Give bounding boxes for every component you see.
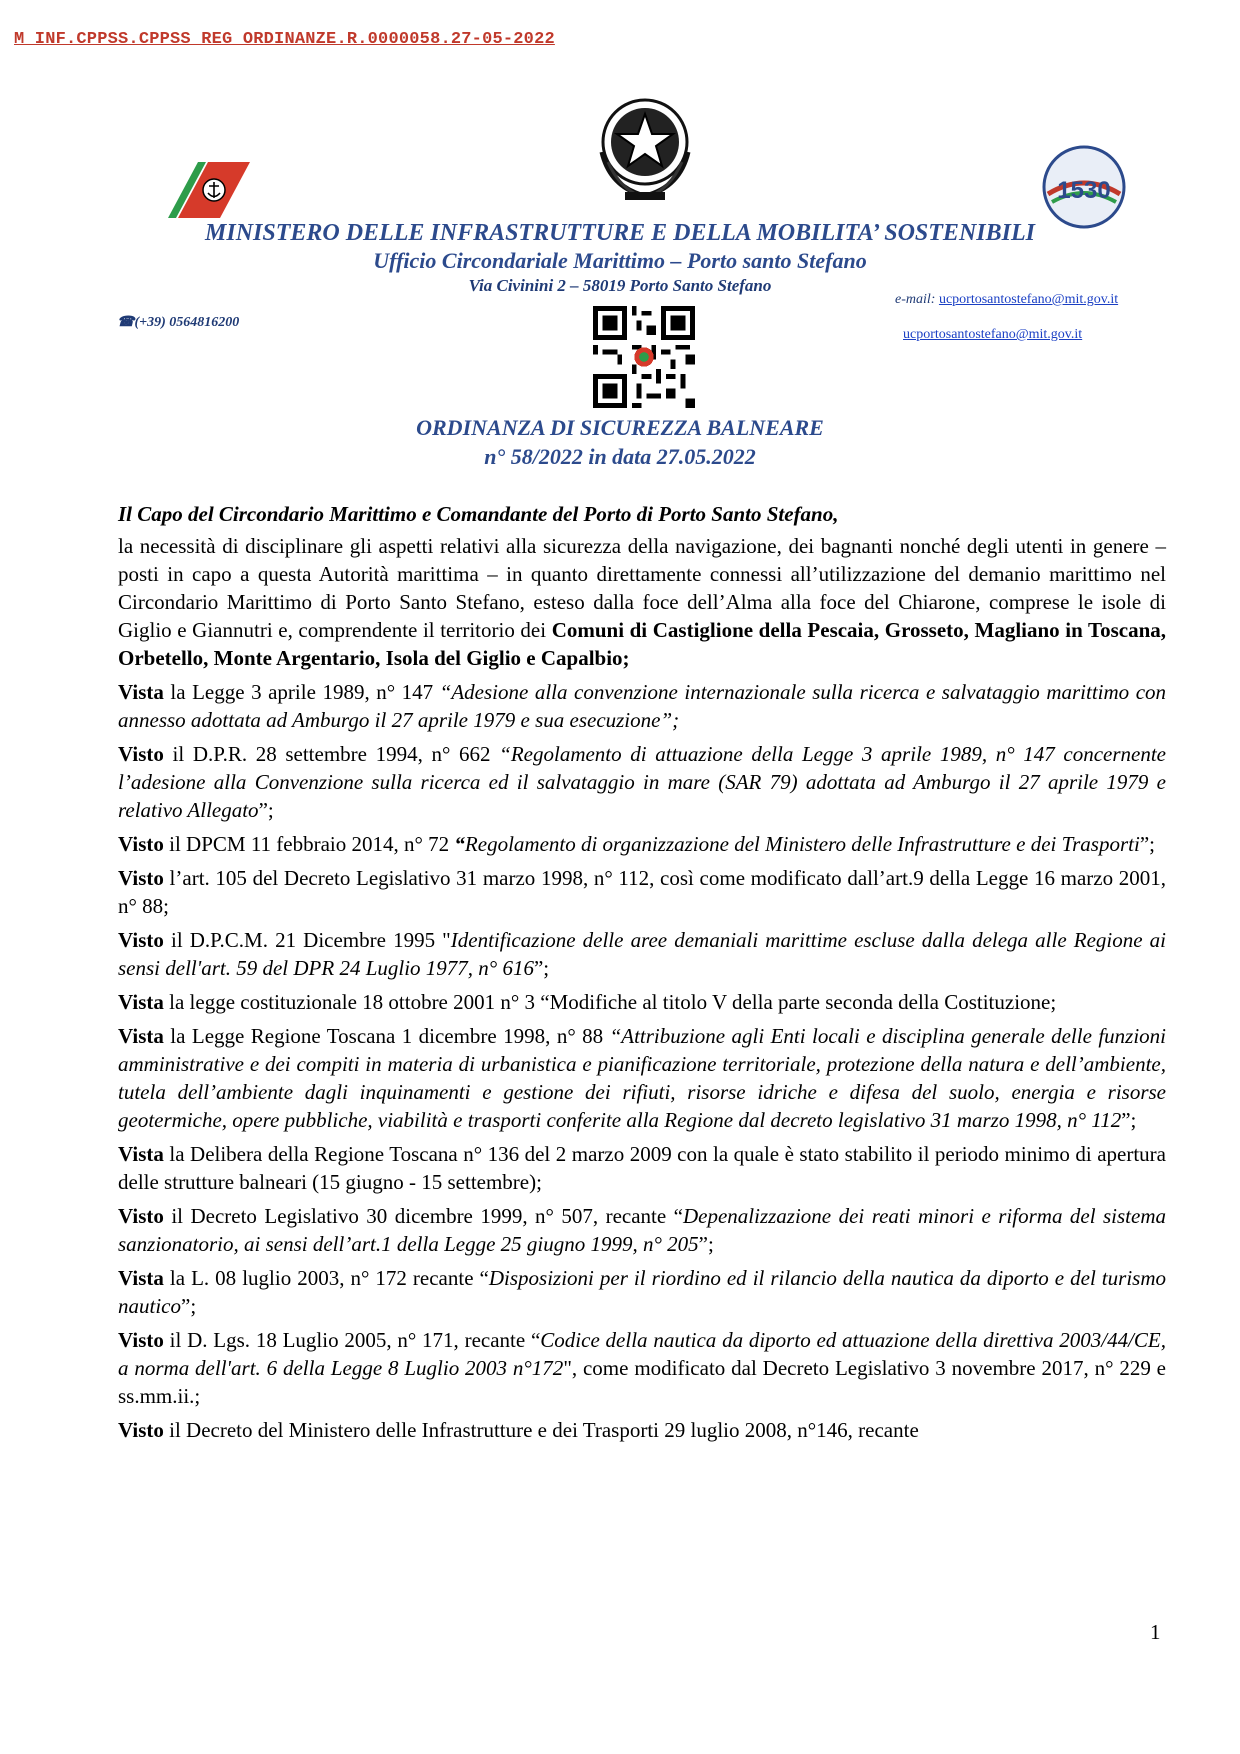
recital-6: Vista la legge costituzionale 18 ottobre 2001 n° 3 “Modifiche al titolo V della parte seconda della Costituzione; bbox=[118, 990, 1057, 1014]
ministry-title: MINISTERO DELLE INFRASTRUTTURE E DELLA MOBILITA’ SOSTENIBILI bbox=[205, 220, 1035, 246]
recital-7: Vista la Legge Regione Toscana 1 dicembre 1998, n° 88 “Attribuzione agli Enti locali e disciplina generale delle funzioni amministrative e dei compiti in materia di urbanistica e pianificazione territoriale, protezione della natura e dell’ambiente, tutela dell’ambiente dagli inquinamenti e gestione dei rifiuti, risorse idriche e difesa del suolo, energia e risorse geotermiche, opere pubbliche, viabilità e trasporti conferite alla Regione dal decreto legislativo 31 marzo 1998, n° 112”; bbox=[118, 1024, 1167, 1132]
logo-year: 1530 bbox=[1057, 177, 1111, 204]
republic-emblem-icon bbox=[590, 92, 700, 204]
recital-4: Visto l’art. 105 del Decreto Legislativo 31 marzo 1998, n° 112, così come modificato dall’art.9 della Legge 16 marzo 2001, n° 88; bbox=[118, 866, 1166, 918]
email-link[interactable]: ucportosantostefano@mit.gov.it bbox=[938, 292, 1119, 307]
recital-10: Vista la L. 08 luglio 2003, n° 172 recante “Disposizioni per il riordino ed il rilancio della nautica da diporto e del turismo nautico”; bbox=[118, 1266, 1166, 1318]
office-address: Via Civinini 2 – 58019 Porto Santo Stefano bbox=[468, 276, 772, 295]
phone-icon: ☎ bbox=[117, 315, 135, 330]
recital-8: Vista la Delibera della Regione Toscana n° 136 del 2 marzo 2009 con la quale è stato stabilito il periodo minimo di apertura delle strutture balneari (15 giugno - 15 settembre); bbox=[118, 1142, 1166, 1194]
recital-11: Visto il D. Lgs. 18 Luglio 2005, n° 171, recante “Codice della nautica da diporto ed attuazione della direttiva 2003/44/CE, a norma dell'art. 6 della Legge 8 Luglio 2003 n°172", come modificato dal Decreto Legislativo 3 novembre 2017, n° 229 e ss.mm.ii.; bbox=[118, 1328, 1166, 1408]
recital-5: Visto il D.P.C.M. 21 Dicembre 1995 "Identificazione delle aree demaniali marittime escluse dalla delega alle Regione ai sensi dell'art. 59 del DPR 24 Luglio 1977, n° 616”; bbox=[118, 928, 1166, 980]
recital-2: Visto il D.P.R. 28 settembre 1994, n° 662 “Regolamento di attuazione della Legge 3 aprile 1989, n° 147 concernente l’adesione alla Convenzione sulla ricerca ed il salvataggio in mare (SAR 79) adottata ad Amburgo il 27 aprile 1979 e relativo Allegato”; bbox=[118, 742, 1166, 822]
email-line bbox=[895, 292, 1118, 308]
office-title: Ufficio Circondariale Marittimo – Porto santo Stefano bbox=[373, 248, 867, 273]
coast-guard-logo-icon bbox=[168, 162, 250, 218]
capitanerie-anniversary-logo-icon bbox=[1040, 142, 1128, 232]
document-body bbox=[118, 500, 1166, 1450]
recital-3: Visto il DPCM 11 febbraio 2014, n° 72 “Regolamento di organizzazione del Ministero delle Infrastrutture e dei Trasporti”; bbox=[118, 832, 1155, 856]
qr-code-icon bbox=[593, 306, 695, 408]
ordinance-title: ORDINANZA DI SICUREZZA BALNEARE bbox=[416, 415, 824, 440]
page-number: 1 bbox=[1150, 1620, 1161, 1644]
recital-9: Visto il Decreto Legislativo 30 dicembre 1999, n° 507, recante “Depenalizzazione dei reati minori e riforma del sistema sanzionatorio, ai sensi dell’art.1 della Legge 25 giugno 1999, n° 205”; bbox=[118, 1204, 1166, 1256]
recital-1: Vista la Legge 3 aprile 1989, n° 147 “Adesione alla convenzione internazionale sulla ricerca e salvataggio marittimo con annesso adottata ad Amburgo il 27 aprile 1979 e sua esecuzione”; bbox=[118, 680, 1167, 732]
email-link-secondary[interactable]: ucportosantostefano@mit.gov.it bbox=[903, 327, 1083, 342]
protocol-stamp: M_INF.CPPSS.CPPSS_REG_ORDINANZE.R.0000058.27-05-2022 bbox=[14, 30, 555, 49]
authority-heading: Il Capo del Circondario Marittimo e Comandante del Porto di Porto Santo Stefano, bbox=[118, 502, 839, 526]
intro-paragraph: la necessità di disciplinare gli aspetti relativi alla sicurezza della navigazione, dei bagnanti nonché degli utenti in genere – posti in capo a questa Autorità marittima – in quanto direttamente connessi all’utilizzazione del demanio marittimo nel Circondario Marittimo di Porto Santo Stefano, esteso dalla foce dell’Alma alla foce del Chiarone, comprese le isole di Giglio e Giannutri e, comprendente il territorio dei Comuni di Castiglione della Pescaia, Grosseto, Magliano in Toscana, Orbetello, Monte Argentario, Isola del Giglio e Capalbio; bbox=[118, 534, 1166, 670]
email-label: e-mail: bbox=[895, 292, 939, 307]
ordinance-number: n° 58/2022 in data 27.05.2022 bbox=[484, 444, 756, 469]
phone-number: (+39) 0564816200 bbox=[134, 315, 240, 330]
recital-12: Visto il Decreto del Ministero delle Infrastrutture e dei Trasporti 29 luglio 2008, n°146, recante bbox=[118, 1418, 919, 1442]
phone-line bbox=[117, 314, 239, 331]
